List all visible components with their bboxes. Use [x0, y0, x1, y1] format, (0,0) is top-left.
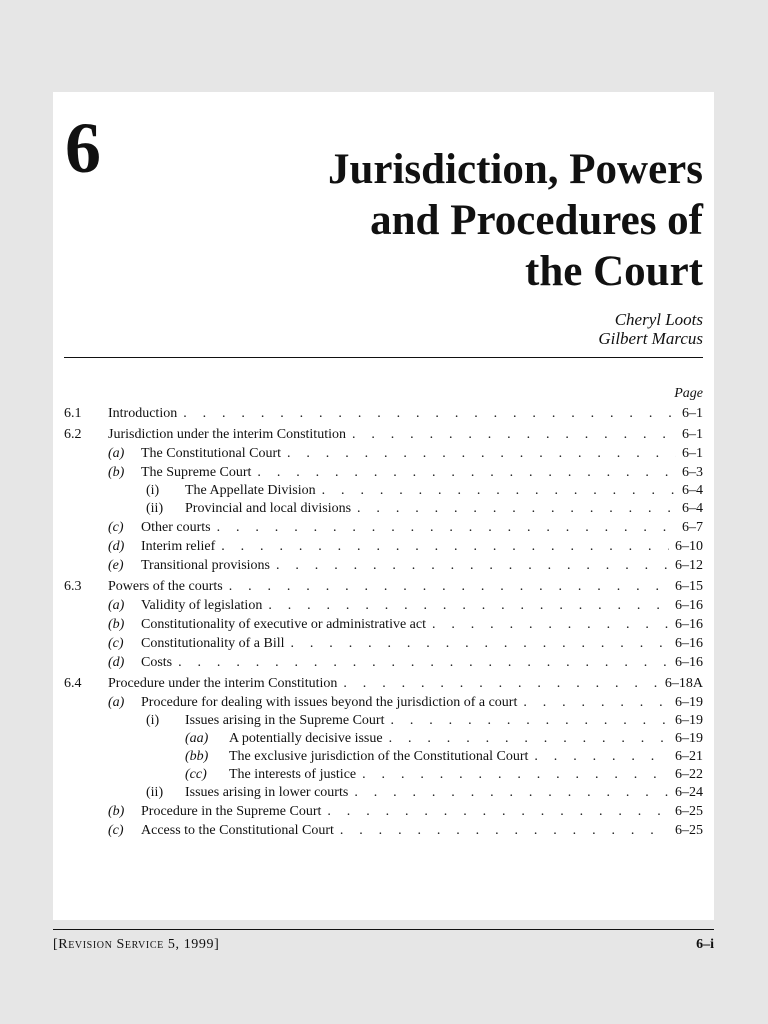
chapter-title-line: and Procedures of: [370, 197, 703, 244]
toc-entry-label: The Supreme Court: [141, 465, 252, 480]
toc-entry-page: 6–19: [675, 731, 703, 746]
dot-leader: [322, 482, 676, 500]
toc-entry-page: 6–16: [675, 636, 703, 651]
toc-page-heading: Page: [674, 386, 703, 401]
toc-entry-number: (e): [108, 558, 124, 573]
toc-entry-page: 6–4: [682, 483, 703, 498]
toc-entry[interactable]: [64, 730, 703, 748]
toc-entry-label: The interests of justice: [229, 767, 357, 782]
toc-entry-label: Constitutionality of a Bill: [141, 636, 285, 651]
toc-entry[interactable]: [64, 748, 703, 766]
toc-entry-page: 6–3: [682, 465, 703, 480]
toc-entry-number: (i): [146, 713, 160, 728]
bracket-open: [: [53, 937, 59, 952]
toc-entry-label: Issues arising in lower courts: [185, 785, 349, 800]
dot-leader: [340, 821, 669, 840]
toc-entry-page: 6–25: [675, 823, 703, 838]
toc-entry-label: Constitutionality of executive or administrative act: [141, 617, 426, 632]
toc-entry-label: Procedure under the interim Constitution: [108, 676, 338, 691]
toc-entry-page: 6–24: [675, 785, 703, 800]
toc-entry-page: 6–19: [675, 713, 703, 728]
toc-entry-page: 6–19: [675, 695, 703, 710]
toc-entry-label: Other courts: [141, 520, 211, 535]
toc-entry-label: Powers of the courts: [108, 579, 223, 594]
authors: [598, 310, 703, 348]
chapter-title: [328, 144, 703, 297]
toc-entry[interactable]: [64, 482, 703, 500]
toc-entry-page: 6–1: [682, 427, 703, 442]
toc-entry[interactable]: [64, 463, 703, 482]
chapter-title-line: Jurisdiction, Powers: [327, 146, 703, 193]
dot-leader: [287, 444, 676, 463]
toc-entry[interactable]: [64, 500, 703, 518]
dot-leader: [354, 784, 669, 802]
toc-entry[interactable]: [64, 518, 703, 537]
toc-entry-number: (d): [108, 655, 125, 670]
bracket-close: ]: [214, 937, 220, 952]
revision-service-text: Revision Service 5, 1999: [58, 937, 215, 952]
toc-entry-label: Provincial and local divisions: [185, 501, 352, 516]
dot-leader: [352, 425, 676, 444]
dot-leader: [523, 693, 669, 712]
toc-entry-number: 6.3: [64, 579, 82, 594]
footer-divider: [53, 929, 714, 930]
toc-entry-number: (a): [108, 446, 125, 461]
toc-entry-number: (i): [146, 483, 160, 498]
toc-entry[interactable]: [64, 615, 703, 634]
dot-leader: [389, 730, 669, 748]
dot-leader: [217, 518, 676, 537]
page-number: 6–i: [696, 937, 714, 952]
author-name: Cheryl Loots: [614, 310, 703, 329]
dot-leader: [268, 596, 669, 615]
toc-entry-number: (c): [108, 823, 124, 838]
revision-service-note: [53, 937, 219, 953]
dot-leader: [178, 653, 669, 672]
toc-entry-number: (bb): [185, 749, 209, 764]
toc-entry-label: Interim relief: [141, 539, 216, 554]
toc-entry-page: 6–22: [675, 767, 703, 782]
toc-entry-page: 6–21: [675, 749, 703, 764]
toc-entry[interactable]: [64, 653, 703, 672]
toc-entry-page: 6–1: [682, 446, 703, 461]
toc-entry[interactable]: [64, 444, 703, 463]
toc-entry[interactable]: [64, 577, 703, 596]
dot-leader: [229, 577, 669, 596]
toc-entry-number: (cc): [185, 767, 207, 782]
toc-entry-label: Costs: [141, 655, 173, 670]
toc-entry-page: 6–12: [675, 558, 703, 573]
toc-entry[interactable]: [64, 766, 703, 784]
toc-entry[interactable]: [64, 693, 703, 712]
toc-entry-label: Procedure in the Supreme Court: [141, 804, 322, 819]
toc-entry-number: (b): [108, 465, 125, 480]
toc-entry-number: (aa): [185, 731, 209, 746]
toc-entry-number: (b): [108, 804, 125, 819]
toc-entry-page: 6–7: [682, 520, 703, 535]
toc-entry-number: (c): [108, 520, 124, 535]
toc-entry-number: (b): [108, 617, 125, 632]
toc-entry-label: The Appellate Division: [185, 483, 316, 498]
dot-leader: [327, 802, 669, 821]
toc-entry-number: 6.4: [64, 676, 82, 691]
document-page: [53, 92, 714, 920]
toc-entry[interactable]: [64, 712, 703, 730]
toc-entry[interactable]: [64, 596, 703, 615]
toc-entry-label: Procedure for dealing with issues beyond the jurisdiction of a court: [141, 695, 518, 710]
toc-entry[interactable]: [64, 425, 703, 444]
toc-entry-number: 6.1: [64, 406, 82, 421]
dot-leader: [432, 615, 669, 634]
toc-entry-page: 6–16: [675, 598, 703, 613]
toc-entry[interactable]: [64, 537, 703, 556]
toc-entry-label: The Constitutional Court: [141, 446, 281, 461]
toc-entry-number: (ii): [146, 501, 164, 516]
toc-entry[interactable]: [64, 674, 703, 693]
toc-entry-number: (c): [108, 636, 124, 651]
dot-leader: [362, 766, 669, 784]
toc-entry-label: Jurisdiction under the interim Constitution: [108, 427, 346, 442]
toc-entry-number: (a): [108, 598, 125, 613]
title-divider: [64, 357, 703, 358]
toc-entry-page: 6–25: [675, 804, 703, 819]
toc-entry[interactable]: [64, 404, 703, 423]
author-name: Gilbert Marcus: [598, 329, 703, 348]
toc-entry-label: Access to the Constitutional Court: [141, 823, 334, 838]
toc-entry-label: Validity of legislation: [141, 598, 263, 613]
toc-entry-label: The exclusive jurisdiction of the Constitutional Court: [229, 749, 529, 764]
toc-entry[interactable]: [64, 821, 703, 840]
toc-entry-number: (d): [108, 539, 125, 554]
toc-entry-page: 6–10: [675, 539, 703, 554]
toc-entry-page: 6–16: [675, 617, 703, 632]
toc-entry[interactable]: [64, 634, 703, 653]
toc-entry-page: 6–4: [682, 501, 703, 516]
toc-entry[interactable]: [64, 784, 703, 802]
toc-entry[interactable]: [64, 802, 703, 821]
toc-entry-number: (a): [108, 695, 125, 710]
toc-entry[interactable]: [64, 556, 703, 575]
dot-leader: [257, 463, 676, 482]
dot-leader: [357, 500, 676, 518]
toc-entry-label: Transitional provisions: [141, 558, 270, 573]
dot-leader: [343, 674, 658, 693]
chapter-title-line: the Court: [525, 248, 703, 295]
dot-leader: [291, 634, 670, 653]
toc-entry-label: Issues arising in the Supreme Court: [185, 713, 385, 728]
dot-leader: [221, 537, 669, 556]
toc-entry-page: 6–15: [675, 579, 703, 594]
toc-entry-number: (ii): [146, 785, 164, 800]
dot-leader: [276, 556, 669, 575]
toc-entry-number: 6.2: [64, 427, 82, 442]
dot-leader: [534, 748, 669, 766]
dot-leader: [390, 712, 669, 730]
table-of-contents: [64, 404, 703, 840]
toc-entry-label: Introduction: [108, 406, 178, 421]
toc-entry-page: 6–18A: [664, 676, 703, 691]
toc-entry-page: 6–1: [682, 406, 703, 421]
chapter-number: 6: [65, 108, 101, 188]
toc-entry-label: A potentially decisive issue: [229, 731, 383, 746]
dot-leader: [183, 404, 676, 423]
toc-entry-page: 6–16: [675, 655, 703, 670]
